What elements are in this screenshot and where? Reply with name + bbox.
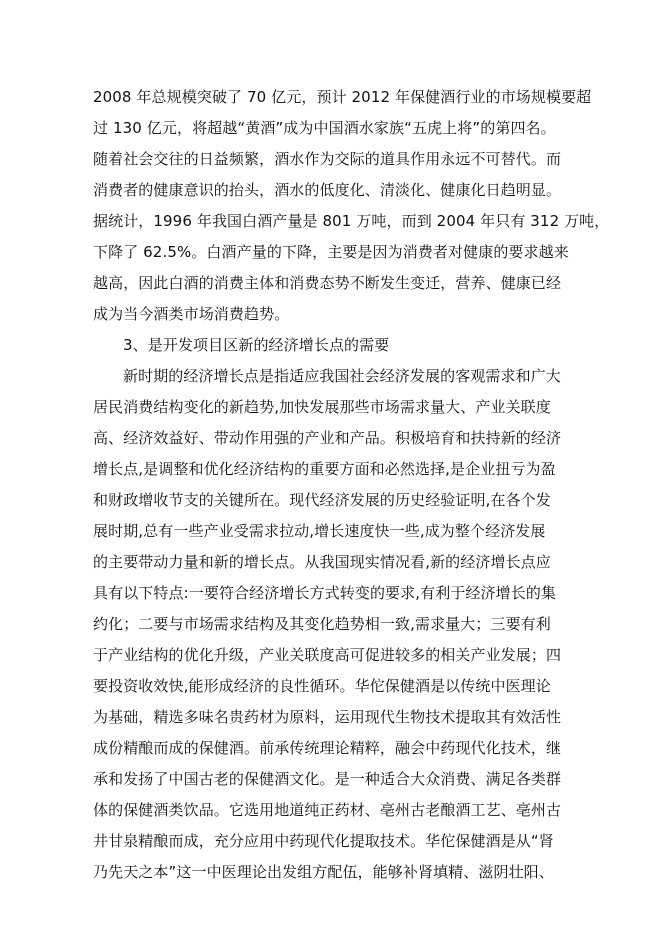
text-line: 井甘泉精酿而成，充分应用中药现代化提取技术。华佗保健酒是从“肾 <box>93 832 554 850</box>
section-heading: 3、是开发项目区新的经济增长点的需要 <box>123 336 390 354</box>
text-line: 具有以下特点:一要符合经济增长方式转变的要求,有利于经济增长的集 <box>93 584 557 602</box>
text-line: 为基础，精选多味名贵药材为原料，运用现代生物技术提取其有效活性 <box>93 708 562 726</box>
text-line: 和财政增收节支的关键所在。现代经济发展的历史经验证明,在各个发 <box>93 491 551 509</box>
text-line: 据统计，1996 年我国白酒产量是 801 万吨，而到 2004 年只有 312 万吨， <box>93 212 610 230</box>
text-line: 新时期的经济增长点是指适应我国社会经济发展的客观需求和广大 <box>123 367 561 385</box>
text-line: 高、经济效益好、带动作用强的产业和产品。积极培育和扶持新的经济 <box>93 429 562 447</box>
text-line: 成份精酿而成的保健酒。前承传统理论精粹，融会中药现代化技术，继 <box>93 739 562 757</box>
text-line: 展时期,总有一些产业受需求拉动,增长速度快一些,成为整个经济发展 <box>93 522 546 540</box>
text-line: 成为当今酒类市场消费趋势。 <box>93 305 290 323</box>
text-line: 增长点,是调整和优化经济结构的重要方面和必然选择,是企业扭亏为盈 <box>93 460 556 478</box>
text-line: 约化；二要与市场需求结构及其变化趋势相一致,需求量大；三要有利 <box>93 615 551 633</box>
text-line: 过 130 亿元，将超越“黄酒”成为中国酒水家族“五虎上将”的第四名。 <box>93 119 556 137</box>
text-line: 的主要带动力量和新的增长点。从我国现实情况看,新的经济增长点应 <box>93 553 551 571</box>
text-line: 体的保健酒类饮品。它选用地道纯正药材、亳州古老酿酒工艺、亳州古 <box>93 801 562 819</box>
text-line: 承和发扬了中国古老的保健酒文化。是一种适合大众消费、满足各类群 <box>93 770 562 788</box>
text-line: 居民消费结构变化的新趋势,加快发展那些市场需求量大、产业关联度 <box>93 398 551 416</box>
text-line: 2008 年总规模突破了 70 亿元，预计 2012 年保健酒行业的市场规模要超 <box>93 88 592 106</box>
text-line: 下降了 62.5%。白酒产量的下降，主要是因为消费者对健康的要求越来 <box>93 243 569 261</box>
text-line: 随着社会交往的日益频繁，酒水作为交际的道具作用永远不可替代。而 <box>93 150 562 168</box>
text-line: 于产业结构的优化升级，产业关联度高可促进较多的相关产业发展；四 <box>93 646 562 664</box>
text-line: 消费者的健康意识的抬头，酒水的低度化、清淡化、健康化日趋明显。 <box>93 181 562 199</box>
text-line: 越高，因此白酒的消费主体和消费态势不断发生变迁，营养、健康已经 <box>93 274 562 292</box>
text-line: 乃先天之本”这一中医理论出发组方配伍，能够补肾填精、滋阴壮阳、 <box>93 863 554 881</box>
text-line: 要投资收效快,能形成经济的良性循环。华佗保健酒是以传统中医理论 <box>93 677 551 695</box>
